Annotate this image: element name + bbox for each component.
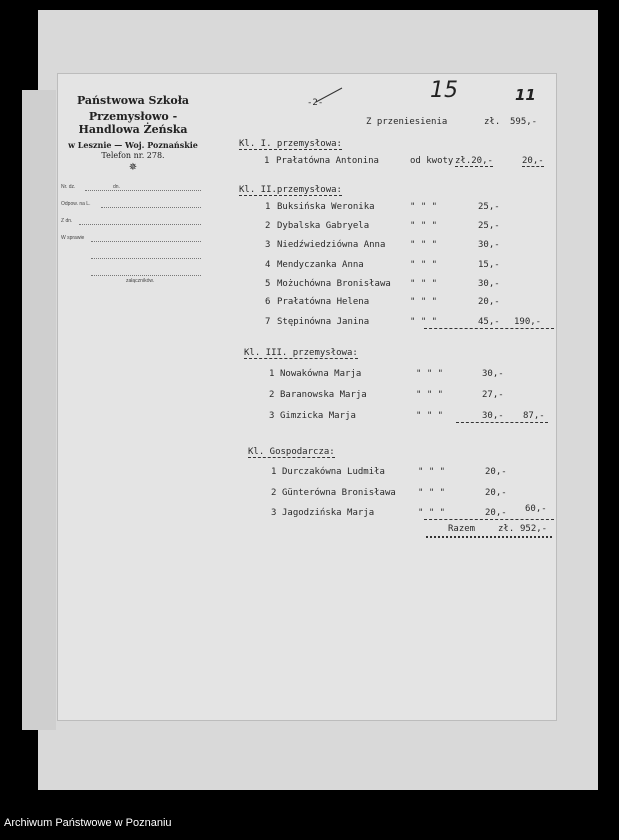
row-no: 1 bbox=[269, 369, 275, 379]
subtotal-underline bbox=[456, 422, 548, 423]
total-currency: zł. bbox=[498, 524, 515, 534]
carry-over-currency: zł. bbox=[484, 117, 501, 127]
row-ditto: " " " bbox=[410, 260, 438, 270]
carry-over-amount: 595,- bbox=[510, 117, 538, 127]
row-ditto: " " " bbox=[410, 279, 438, 289]
dotted-line bbox=[85, 190, 201, 191]
letterhead bbox=[58, 94, 208, 173]
row-ditto: " " " bbox=[418, 508, 446, 518]
label-w-sprawie: W sprawie bbox=[61, 235, 85, 241]
row-name: Dybalska Gabryela bbox=[277, 221, 370, 231]
row-no: 1 bbox=[265, 202, 271, 212]
school-type: Przemysłowo - Handlowa Żeńska bbox=[78, 110, 188, 136]
row-total: 87,- bbox=[523, 411, 545, 421]
row-name: Günterówna Bronisława bbox=[282, 488, 396, 498]
form-row-z-dn bbox=[61, 218, 201, 235]
total-underline bbox=[426, 536, 552, 538]
row-name: Gimzicka Marja bbox=[280, 411, 356, 421]
form-row-sprawa bbox=[61, 235, 201, 252]
row-total: 190,- bbox=[514, 317, 542, 327]
row-no: 1 bbox=[271, 467, 277, 477]
label-z-dn: Z dn. bbox=[61, 218, 73, 224]
row-ditto: " " " bbox=[410, 202, 438, 212]
dotted-line bbox=[91, 275, 201, 276]
row-ditto: od kwoty bbox=[410, 156, 454, 166]
row-ditto: " " " bbox=[410, 317, 438, 327]
row-no: 4 bbox=[265, 260, 271, 270]
row-ditto: " " " bbox=[410, 221, 438, 231]
row-total: 20,- bbox=[522, 156, 544, 166]
row-ditto: " " " bbox=[416, 390, 444, 400]
document-page bbox=[58, 74, 556, 720]
row-name: Stępinówna Janina bbox=[277, 317, 370, 327]
section-title-gospodarcza: Kl. Gospodarcza: bbox=[248, 447, 335, 457]
row-no: 6 bbox=[265, 297, 271, 307]
label-odpow: Odpow. na L. bbox=[61, 201, 91, 207]
row-name: Mendyczanka Anna bbox=[277, 260, 364, 270]
row-no: 7 bbox=[265, 317, 271, 327]
school-name: Państwowa Szkoła bbox=[76, 94, 190, 107]
form-row-nr bbox=[61, 184, 201, 201]
dotted-line bbox=[101, 207, 201, 208]
emblem-icon: ✵ bbox=[128, 162, 138, 173]
row-name: Niedźwiedziówna Anna bbox=[277, 240, 386, 250]
row-amount: 15,- bbox=[478, 260, 500, 270]
row-amount: 20,- bbox=[478, 297, 500, 307]
subtotal-underline bbox=[424, 519, 554, 520]
label-zalacznikow: załączników. bbox=[126, 278, 155, 284]
handwritten-number: 15 bbox=[430, 78, 458, 103]
row-amount: 30,- bbox=[478, 240, 500, 250]
row-name: Możuchówna Bronisława bbox=[277, 279, 391, 289]
row-amount: 30,- bbox=[478, 279, 500, 289]
row-no: 3 bbox=[271, 508, 277, 518]
row-name: Buksińska Weronika bbox=[277, 202, 375, 212]
row-amount: 30,- bbox=[482, 369, 504, 379]
total-amount: 952,- bbox=[520, 524, 548, 534]
row-amount: 30,- bbox=[482, 411, 504, 421]
row-no: 1 bbox=[264, 156, 270, 166]
row-amount: 27,- bbox=[482, 390, 504, 400]
dotted-line bbox=[91, 258, 201, 259]
total-label: Razem bbox=[448, 524, 476, 534]
row-no: 2 bbox=[269, 390, 275, 400]
row-name: Jagodzińska Marja bbox=[282, 508, 375, 518]
row-amount: 25,- bbox=[478, 221, 500, 231]
row-amount: 20,- bbox=[485, 467, 507, 477]
row-amount: zł.20,- bbox=[455, 156, 493, 166]
school-phone: Telefon nr. 278. bbox=[101, 151, 165, 160]
dotted-line bbox=[79, 224, 201, 225]
section-title-kl-2: Kl. II.przemysłowa: bbox=[239, 185, 342, 195]
handwritten-corner-number: 11 bbox=[515, 86, 536, 104]
row-ditto: " " " bbox=[416, 369, 444, 379]
row-name: Prałatówna Helena bbox=[277, 297, 370, 307]
row-total: 60,- bbox=[525, 504, 547, 514]
subtotal-underline bbox=[424, 328, 554, 329]
label-nr-dz: Nr. dz. bbox=[61, 184, 76, 190]
row-no: 5 bbox=[265, 279, 271, 289]
form-fields bbox=[61, 184, 201, 286]
row-ditto: " " " bbox=[418, 488, 446, 498]
form-row-blank bbox=[61, 252, 201, 269]
row-no: 2 bbox=[271, 488, 277, 498]
row-amount: 20,- bbox=[485, 488, 507, 498]
row-name: Baranowska Marja bbox=[280, 390, 367, 400]
form-row-odpow bbox=[61, 201, 201, 218]
page-number: -2- bbox=[307, 98, 324, 108]
carry-over-label: Z przeniesienia bbox=[366, 117, 448, 127]
row-ditto: " " " bbox=[416, 411, 444, 421]
row-name: Nowakówna Marja bbox=[280, 369, 362, 379]
row-no: 3 bbox=[269, 411, 275, 421]
row-amount: 45,- bbox=[478, 317, 500, 327]
row-no: 3 bbox=[265, 240, 271, 250]
row-name: Prałatówna Antonina bbox=[276, 156, 379, 166]
row-amount: 20,- bbox=[485, 508, 507, 518]
section-title-kl-1: Kl. I. przemysłowa: bbox=[239, 139, 342, 149]
label-dn: dn. bbox=[113, 184, 120, 190]
row-ditto: " " " bbox=[410, 240, 438, 250]
underlying-sheet-edge bbox=[22, 90, 56, 730]
school-location: w Lesznie — Woj. Poznańskie bbox=[68, 140, 198, 150]
section-title-kl-3: Kl. III. przemysłowa: bbox=[244, 348, 358, 358]
pencil-stroke-icon bbox=[314, 86, 344, 106]
row-ditto: " " " bbox=[418, 467, 446, 477]
row-ditto: " " " bbox=[410, 297, 438, 307]
dotted-line bbox=[91, 241, 201, 242]
row-amount: 25,- bbox=[478, 202, 500, 212]
archive-footer: Archiwum Państwowe w Poznaniu bbox=[4, 817, 172, 829]
row-no: 2 bbox=[265, 221, 271, 231]
row-name: Durczakówna Ludmiła bbox=[282, 467, 385, 477]
